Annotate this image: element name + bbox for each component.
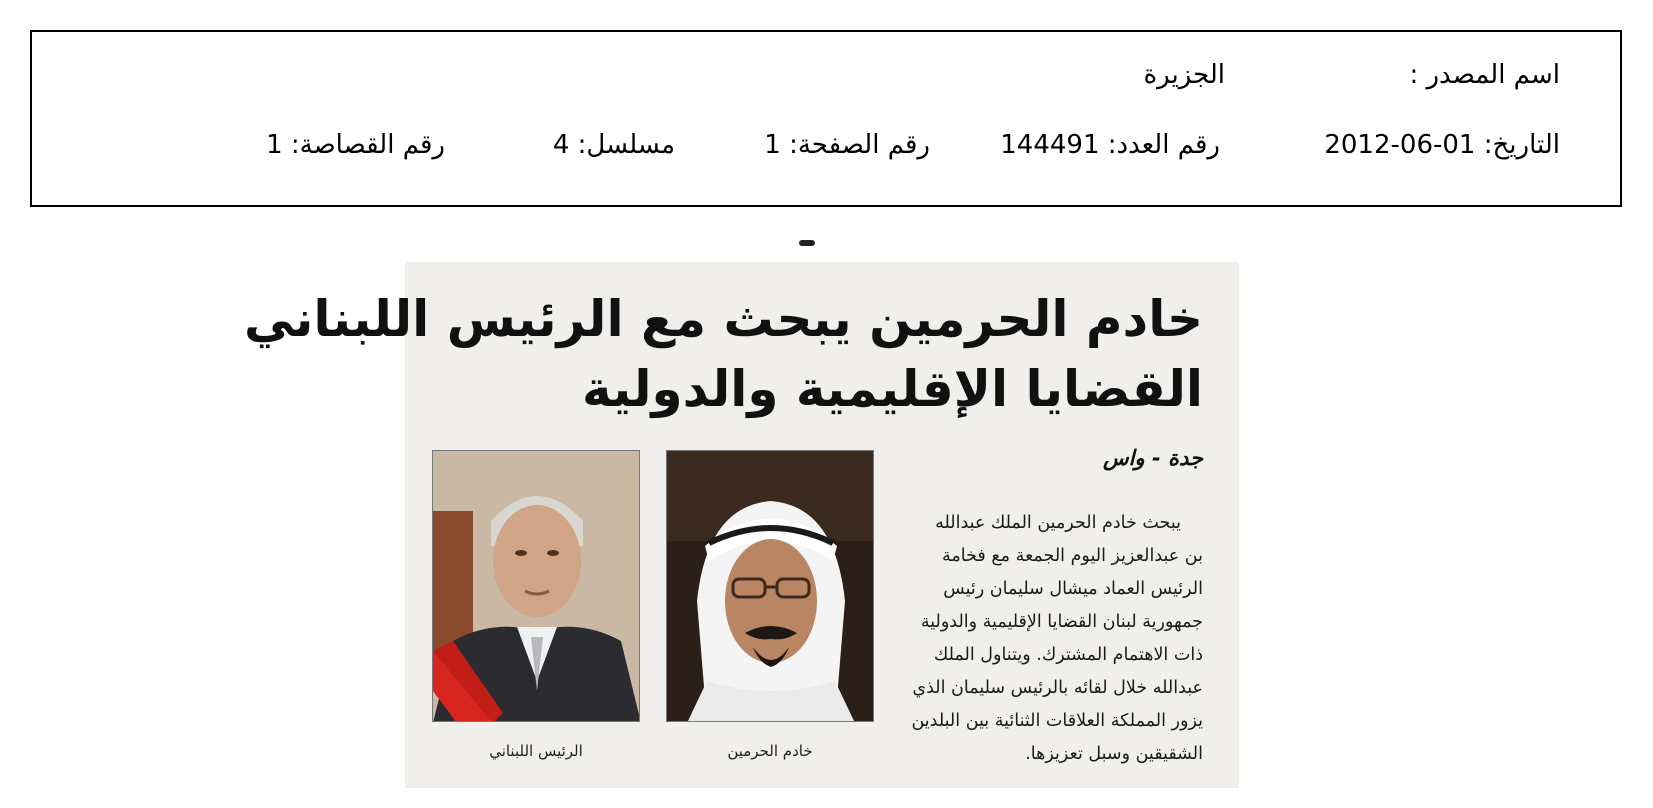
body-line: عبدالله خلال لقائه بالرئيس سليمان الذي [912, 678, 1203, 698]
photo-lebanese-president [432, 450, 640, 722]
article-dateline: جدة - واس [1103, 446, 1203, 470]
issue-number: رقم العدد: 144491 [1000, 130, 1220, 160]
printer-mark [799, 240, 815, 246]
body-line: الشقيقين وسبل تعزيزها. [1025, 744, 1203, 764]
source-value: الجزيرة [1143, 60, 1225, 90]
photo-king [666, 450, 874, 722]
caption-king: خادم الحرمين [727, 742, 813, 760]
body-line: ذات الاهتمام المشترك. ويتناول الملك [933, 645, 1203, 665]
body-line: يبحث خادم الحرمين الملك عبدالله [935, 513, 1181, 533]
body-line: جمهورية لبنان القضايا الإقليمية والدولية [920, 612, 1203, 632]
page-number: رقم الصفحة: 1 [764, 130, 930, 160]
body-line: الرئيس العماد ميشال سليمان رئيس [943, 579, 1203, 599]
article-body [877, 507, 1203, 771]
serial-number: مسلسل: 4 [552, 130, 675, 160]
caption-lebanese-president: الرئيس اللبناني [489, 742, 583, 760]
body-line: بن عبدالعزيز اليوم الجمعة مع فخامة [942, 546, 1203, 566]
portrait-president-image [433, 451, 640, 722]
headline-line-1: خادم الحرمين يبحث مع الرئيس اللبناني [244, 290, 1203, 348]
clip-number: رقم القصاصة: 1 [266, 130, 445, 160]
source-label: اسم المصدر : [1409, 60, 1560, 90]
header-box [30, 30, 1622, 207]
date-field: التاريخ: 01-06-2012 [1324, 130, 1560, 160]
portrait-king-image [667, 451, 874, 722]
headline-line-2: القضايا الإقليمية والدولية [582, 360, 1203, 418]
body-line: يزور المملكة العلاقات الثنائية بين البلدين [911, 711, 1203, 731]
newspaper-clipping [244, 262, 1239, 788]
